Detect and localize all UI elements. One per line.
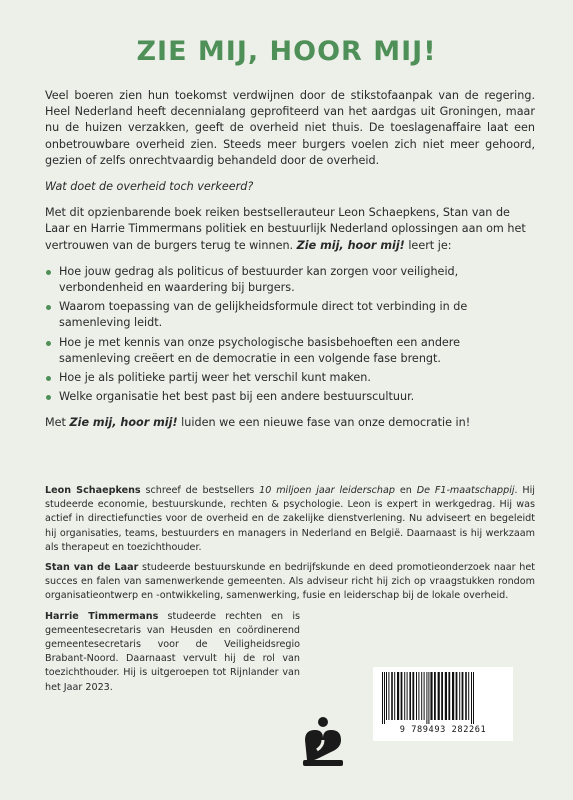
bio-harrie [45, 610, 300, 695]
closing-book-title: Zie mij, hoor mij! [69, 416, 178, 430]
barcode-bar [459, 672, 460, 720]
barcode-bar [418, 672, 419, 720]
barcode-bar [407, 672, 408, 720]
barcode-bar [394, 672, 395, 720]
lead-book-title: Zie mij, hoor mij! [296, 238, 405, 252]
barcode-bar [456, 672, 458, 720]
barcode-bars [380, 672, 506, 724]
barcode-bar [388, 672, 389, 720]
barcode-bar [473, 672, 474, 724]
blurb [45, 88, 535, 442]
barcode-bar [401, 672, 403, 720]
barcode-bar [416, 672, 417, 720]
bio-stan [45, 561, 535, 604]
barcode-bar [382, 672, 383, 724]
question: Wat doet de overheid toch verkeerd? [45, 180, 254, 194]
barcode-bar [397, 672, 399, 720]
barcode-bar [426, 672, 427, 724]
barcode-bar [445, 672, 447, 720]
bullet-dot-icon [46, 395, 51, 400]
barcode-bar [421, 672, 422, 720]
list-item [45, 389, 535, 405]
bullet-dot-icon [46, 305, 51, 310]
barcode-bar [412, 672, 414, 720]
lead-paragraph [45, 205, 535, 254]
bio-text: schreef de bestsellers [145, 485, 255, 496]
lead-text: Met dit opzienbarende boek reiken bestsellerauteur Leon Schaepkens, Stan van de Laar en Harrie Timmermans politiek en bestuurlijk Nederland oplossingen aan om het vertrouwen van de burgers terug te winnen. [45, 206, 526, 252]
barcode-bar [452, 672, 454, 720]
barcode-bar [430, 672, 432, 720]
bullet-dot-icon [46, 376, 51, 381]
barcode-bar [404, 672, 405, 720]
lead-after: leert je: [408, 238, 452, 252]
barcode-bar [391, 672, 393, 720]
closing-before: Met [45, 416, 66, 430]
author-name: Leon Schaepkens [45, 485, 141, 496]
book-reference: De F1-maatschappij [416, 485, 515, 496]
barcode [373, 667, 513, 741]
barcode-bar [434, 672, 436, 720]
book-title: ZIE MIJ, HOOR MIJ! [136, 36, 437, 67]
bullet-text: Waarom toepassing van de gelijkheidsformule direct tot verbinding in de samenleving leidt. [59, 300, 468, 330]
barcode-bar [471, 672, 472, 724]
bio-leon [45, 484, 535, 555]
bio-text: en [399, 485, 412, 496]
closing-paragraph [45, 415, 535, 431]
barcode-bar [465, 672, 467, 720]
book-reference: 10 miljoen jaar leiderschap [259, 485, 395, 496]
list-item [45, 335, 535, 367]
bullet-text: Hoe jouw gedrag als politicus of bestuurder kan zorgen voor veiligheid, verbondenheid en waardering bij burgers. [59, 264, 459, 295]
bio-text: studeerde rechten en is gemeentesecretaris van Heusden en coördinerend gemeentesecretaris voor de Veiligheidsregio Brabant-Noord. Daarnaast vervult hij de rol van toezichthouder. Hij is uitgeroepen tot Rijnlander van het Jaar 2023. [45, 610, 300, 693]
list-item [45, 370, 535, 386]
list-item [45, 264, 535, 296]
bullet-dot-icon [46, 341, 51, 346]
barcode-bar [462, 672, 464, 720]
bullet-text: Hoe je als politieke partij weer het verschil kunt maken. [59, 371, 371, 385]
barcode-bar [409, 672, 411, 720]
bio-text: studeerde bestuurskunde en bedrijfskunde en deed promotieonderzoek naar het succes en falen van samenwerkende gemeenten. Als adviseur richt hij zich op vraagstukken rondom organisatieontwerp en -ontwikkeling, samenwerking, fusie en leiderschap bij de lokale overheid. [45, 562, 536, 602]
bullet-text: Hoe je met kennis van onze psychologische basisbehoeften een andere samenleving creëert en de democratie in een volgende fase brengt. [59, 335, 461, 365]
bio-text: . Hij studeerde economie, bestuurskunde, rechten & psychologie. Leon is expert in werkgedrag. Hij was actief in directiefuncties voor de overheid en de zakelijke dienstverlening. Nu adviseert en begeleidt hij organisaties, teams, bestuurders en managers in Nederland en België. Daarnaast is hij werkzaam als therapeut en toezichthouder. [45, 485, 535, 553]
barcode-bar [468, 672, 469, 720]
author-name: Stan van de Laar [45, 562, 139, 574]
author-name: Harrie Timmermans [45, 610, 159, 622]
bullet-dot-icon [46, 270, 51, 275]
closing-after: luiden we een nieuwe fase van onze democratie in! [181, 416, 471, 430]
bullet-list [45, 264, 535, 406]
barcode-bar [448, 672, 450, 720]
intro-paragraph: Veel boeren zien hun toekomst verdwijnen door de stikstofaanpak van de regering. Heel Nederland heeft decennialang geprofiteerd van het aardgas uit Groningen, maar nu de huizen verzakken, geeft de overheid niet thuis. De toeslagenaffaire laat een onbetrouwbare overheid zien. Steeds meer burgers voelen zich niet meer gehoord, gezien of zelfs onrechtvaardig behandeld door de overheid. [45, 89, 535, 167]
barcode-bar [384, 672, 385, 724]
bullet-text: Welke organisatie het best past bij een andere bestuurscultuur. [59, 390, 415, 404]
barcode-bar [386, 672, 387, 720]
list-item [45, 299, 535, 331]
publisher-logo-icon [301, 716, 345, 768]
barcode-bar [428, 672, 429, 724]
barcode-bar [424, 672, 425, 720]
barcode-bar [441, 672, 443, 720]
isbn-number: 9 789493 282261 [399, 725, 487, 735]
barcode-bar [438, 672, 440, 720]
